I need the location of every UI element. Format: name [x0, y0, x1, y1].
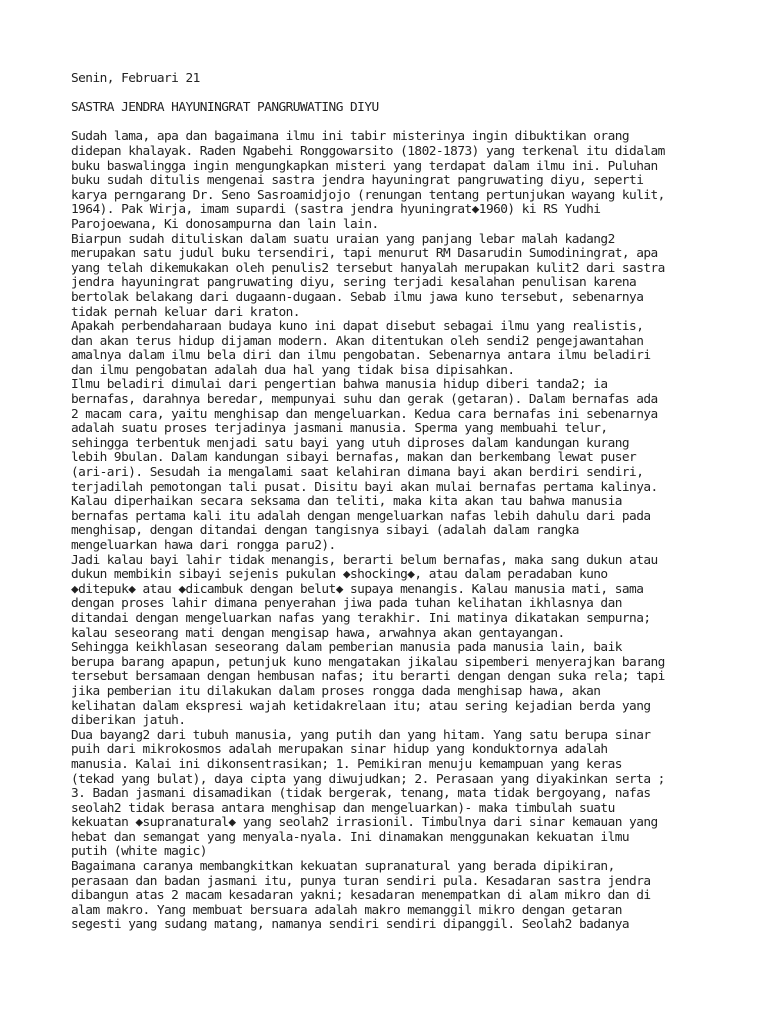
- text-line: Bagaimana caranya membangkitkan kekuatan supranatural yang berada dipikiran,: [71, 859, 615, 875]
- blank-line: [71, 87, 761, 102]
- text-line: Jadi kalau bayi lahir tidak menangis, berarti belum bernafas, maka sang dukun atau: [71, 552, 658, 568]
- text-line: jika pemberian itu dilakukan dalam proses rongga dada menghisap hawa, akan: [71, 683, 601, 699]
- text-line: didepan khalayak. Raden Ngabehi Ronggowarsito (1802-1873) yang terkenal itu didalam: [71, 143, 665, 159]
- document-body: [71, 72, 761, 933]
- text-line: mengeluarkan hawa dari rongga paru2).: [71, 538, 336, 553]
- document-date: Senin, Februari 21: [71, 71, 200, 86]
- text-line: kalau seseorang mati dengan mengisap hawa, arwahnya akan gentayangan.: [71, 625, 565, 641]
- text-line: tidak pernah keluar dari kraton.: [71, 304, 300, 320]
- text-line: jendra hayuningrat pangruwating diyu, sering terjadi kesalahan penulisan karena: [71, 275, 637, 291]
- text-line: sehingga terbentuk menjadi satu bayi yang utuh diproses dalam kandungan kurang: [71, 435, 630, 451]
- text-line: buku baswalingga ingin mengungkapkan misteri yang terdapat dalam ilmu ini. Puluhan: [71, 158, 658, 174]
- text-line: puih dari mikrokosmos adalah merupakan sinar hidup yang konduktornya adalah: [71, 742, 608, 758]
- text-line: amalnya dalam ilmu bela diri dan ilmu pengobatan. Sebenarnya antara ilmu beladiri: [71, 348, 651, 364]
- text-line: 1964). Pak Wirja, imam supardi (sastra jendra hyuningrat◆1960) ki RS Yudhi: [71, 202, 601, 218]
- text-line: karya perngarang Dr. Seno Sasroamidjojo (renungan tentang pertunjukan wayang kulit,: [71, 187, 665, 203]
- text-line: segesti yang sudang matang, namanya sendiri sendiri dipanggil. Seolah2 badanya: [71, 917, 630, 933]
- text-line: Apakah perbendaharaan budaya kuno ini dapat disebut sebagai ilmu yang realistis,: [71, 319, 644, 335]
- text-line: dan ilmu pengobatan adalah dua hal yang tidak bisa dipisahkan.: [71, 362, 515, 378]
- text-line: berupa barang apapun, petunjuk kuno mengatakan jikalau sipemberi menyerajkan barang: [71, 654, 665, 670]
- text-line: adalah suatu proses terjadinya jasmani manusia. Sperma yang membuahi telur,: [71, 421, 608, 437]
- text-line: kekuatan ◆supranatural◆ yang seolah2 irrasionil. Timbulnya dari sinar kemauan yang: [71, 815, 658, 831]
- text-line: merupakan satu judul buku tersendiri, tapi menurut RM Dasarudin Sumodiningrat, apa: [71, 246, 658, 262]
- text-line: tersebut bersamaan dengan hembusan nafas; itu berarti dengan dengan suka rela; tapi: [71, 669, 665, 685]
- text-line: bernafas, darahnya beredar, mempunyai suhu dan gerak (getaran). Dalam bernafas ada: [71, 392, 658, 408]
- text-line: kelihatan dalam ekspresi wajah ketidakrelaan itu; atau sering kejadian berda yang: [71, 698, 651, 714]
- text-line: perasaan dan badan jasmani itu, punya turan sendiri pula. Kesadaran sastra jendra: [71, 873, 651, 889]
- text-line: Sehingga keikhlasan seseorang dalam pemberian manusia pada manusia lain, baik: [71, 640, 622, 656]
- text-line: (tekad yang bulat), daya cipta yang diwujudkan; 2. Perasaan yang diyakinkan serta ;: [71, 771, 665, 787]
- text-line: buku sudah ditulis mengenai sastra jendra hayuningrat pangruwating diyu, seperti: [71, 173, 644, 189]
- text-line: terjadilah pemotongan tali pusat. Disitu bayi akan mulai bernafas pertama kalinya.: [71, 479, 658, 495]
- text-line: hebat dan semangat yang menyala-nyala. Ini dinamakan menggunakan kekuatan ilmu: [71, 829, 630, 845]
- text-line: 3. Badan jasmani disamadikan (tidak bergerak, tenang, mata tidak bergoyang, nafas: [71, 786, 651, 802]
- text-line: lebih 9bulan. Dalam kandungan sibayi bernafas, makan dan berkembang lewat puser: [71, 450, 637, 466]
- text-line: bernafas pertama kali itu adalah dengan mengeluarkan nafas lebih dahulu dari pada: [71, 508, 651, 524]
- text-line: menghisap, dengan ditandai dengan tangisnya sibayi (adalah dalam rangka: [71, 523, 579, 539]
- text-line: Biarpun sudah dituliskan dalam suatu uraian yang panjang lebar malah kadang2: [71, 231, 615, 247]
- text-line: dengan proses lahir dimana penyerahan jiwa pada tuhan kelihatan ikhlasnya dan: [71, 596, 622, 612]
- text-line: Dua bayang2 dari tubuh manusia, yang putih dan yang hitam. Yang satu berupa sinar: [71, 727, 651, 743]
- text-line: Kalau diperhaikan secara seksama dan teliti, maka kita akan tau bahwa manusia: [71, 494, 622, 510]
- text-line: yang telah dikemukakan oleh penulis2 tersebut hanyalah merupakan kulit2 dari sastra: [71, 260, 665, 276]
- text-line: (ari-ari). Sesudah ia mengalami saat kelahiran dimana bayi akan berdiri sendiri,: [71, 465, 644, 481]
- text-line: bertolak belakang dari dugaann-dugaan. Sebab ilmu jawa kuno tersebut, sebenarnya: [71, 289, 644, 305]
- text-line: alam makro. Yang membuat bersuara adalah makro memanggil mikro dengan getaran: [71, 902, 622, 918]
- text-line: manusia. Kalai ini dikonsentrasikan; 1. Pemikiran menuju kemampuan yang keras: [71, 756, 622, 772]
- text-line: ◆ditepuk◆ atau ◆dicambuk dengan belut◆ supaya menangis. Kalau manusia mati, sama: [71, 581, 644, 597]
- document-title: SASTRA JENDRA HAYUNINGRAT PANGRUWATING DIYU: [71, 100, 379, 116]
- text-line: Parojoewana, Ki donosampurna dan lain lain.: [71, 216, 379, 232]
- text-line: seolah2 tidak berasa antara menghisap dan mengeluarkan)- maka timbulah suatu: [71, 800, 615, 816]
- text-line: dan akan terus hidup dijaman modern. Akan ditentukan oleh sendi2 pengejawantahan: [71, 333, 644, 349]
- text-line: putih (white magic): [71, 844, 207, 860]
- text-line: Ilmu beladiri dimulai dari pengertian bahwa manusia hidup diberi tanda2; ia: [71, 377, 608, 393]
- text-line: dibangun atas 2 macam kesadaran yakni; kesadaran menempatkan di alam mikro dan di: [71, 888, 651, 904]
- text-line: diberikan jatuh.: [71, 713, 186, 729]
- blank-line: [71, 116, 761, 131]
- text-line: ditandai dengan mengeluarkan nafas yang terakhir. Ini matinya dikatakan sempurna;: [71, 610, 651, 626]
- text-line: Sudah lama, apa dan bagaimana ilmu ini tabir misterinya ingin dibuktikan orang: [71, 129, 630, 145]
- document-text: [71, 130, 761, 933]
- text-line: dukun membikin sibayi sejenis pukulan ◆shocking◆, atau dalam peradaban kuno: [71, 567, 608, 583]
- text-line: 2 macam cara, yaitu menghisap dan mengeluarkan. Kedua cara bernafas ini sebenarnya: [71, 406, 658, 422]
